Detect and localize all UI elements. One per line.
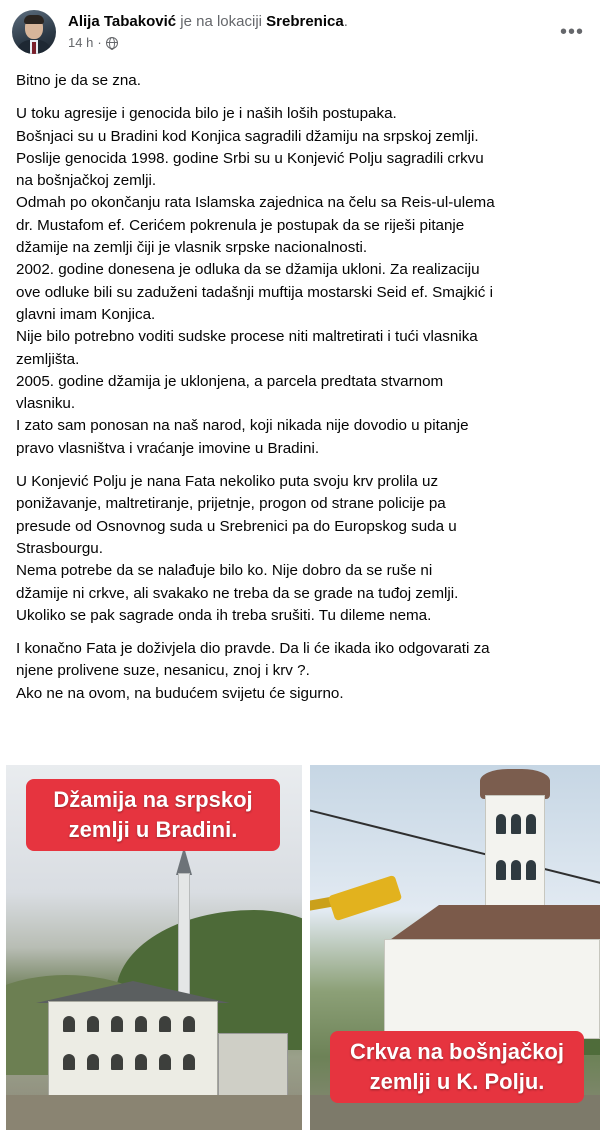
ground bbox=[6, 1095, 302, 1130]
caption-line: zemlji u Bradini. bbox=[68, 817, 238, 842]
post-photos bbox=[6, 765, 600, 1141]
text-line: Bitno je da se zna. bbox=[16, 72, 141, 89]
window bbox=[159, 1016, 171, 1032]
text-line: pravo vlasništva i vraćanje imovine u Bradini. bbox=[16, 439, 320, 457]
location-end: . bbox=[343, 13, 348, 30]
post-text bbox=[16, 70, 588, 716]
photo-caption-left bbox=[26, 779, 280, 851]
text-line: dr. Mustafom ef. Cerićem pokrenula je postupak da se riješi pitanje bbox=[16, 216, 465, 234]
church-roof bbox=[370, 905, 600, 941]
text-line: ove odluke bili su zaduženi tadašnji muftija mostarski Seid ef. Smajkić i bbox=[16, 283, 493, 301]
paragraph-4 bbox=[16, 638, 588, 705]
text-line: glavni imam Konjica. bbox=[16, 305, 156, 323]
text-line: Nije bilo potrebno voditi sudske procese niti maltretirati i tući vlasnika bbox=[16, 328, 478, 346]
caption-line: zemlji u K. Polju. bbox=[369, 1069, 545, 1094]
text-line: U toku agresije i genocida bilo je i naših loših postupaka. bbox=[16, 105, 397, 123]
globe-icon[interactable] bbox=[106, 37, 118, 49]
window bbox=[496, 814, 506, 834]
text-line: U Konjević Polju je nana Fata nekoliko puta svoju krv prolila uz bbox=[16, 473, 439, 491]
text-line: I zato sam ponosan na naš narod, koji nikada nije dovodio u pitanje bbox=[16, 417, 469, 435]
text-line: džamije na zemlji čiji je vlasnik srpske nacionalnosti. bbox=[16, 239, 368, 257]
location-phrase: je na lokaciji bbox=[176, 13, 267, 30]
avatar-hair bbox=[24, 15, 44, 24]
window bbox=[511, 860, 521, 880]
text-line: Ukoliko se pak sagrade onda ih treba srušiti. Tu dileme nema. bbox=[16, 606, 432, 624]
text-line: Strasbourgu. bbox=[16, 539, 103, 557]
post-heading bbox=[68, 12, 348, 32]
author-name-link[interactable]: Alija Tabaković bbox=[68, 13, 177, 30]
window bbox=[87, 1016, 99, 1032]
power-line bbox=[310, 807, 600, 886]
photo-church-konjevic-polje[interactable] bbox=[310, 765, 600, 1130]
window bbox=[159, 1054, 171, 1070]
mosque-building bbox=[48, 1001, 218, 1101]
photo-caption-right bbox=[330, 1031, 584, 1103]
text-line: presude od Osnovnog suda u Srebrenici pa do Europskog suda u bbox=[16, 517, 457, 535]
annex-building bbox=[218, 1033, 288, 1101]
meta-separator: · bbox=[97, 35, 102, 50]
text-line: zemljišta. bbox=[16, 350, 80, 368]
text-line: ponižavanje, maltretiranje, prijetnje, progon od strane policije pa bbox=[16, 495, 446, 513]
window bbox=[87, 1054, 99, 1070]
text-line: Bošnjaci su u Bradini kod Konjica sagradili džamiju na srpskoj zemlji. bbox=[16, 127, 479, 145]
caption-line: Džamija na srpskoj bbox=[53, 787, 253, 812]
paragraph-3 bbox=[16, 471, 588, 627]
church-building bbox=[384, 939, 600, 1039]
window bbox=[183, 1054, 195, 1070]
text-line: 2005. godine džamija je uklonjena, a parcela predtata stvarnom bbox=[16, 372, 444, 390]
caption-line: Crkva na bošnjačkoj bbox=[350, 1039, 564, 1064]
window bbox=[135, 1054, 147, 1070]
excavator-bucket bbox=[328, 875, 403, 921]
photo-mosque-bradina[interactable] bbox=[6, 765, 302, 1130]
window bbox=[63, 1054, 75, 1070]
window bbox=[496, 860, 506, 880]
text-line: njene prolivene suze, nesanicu, znoj i krv ?. bbox=[16, 662, 310, 680]
author-avatar[interactable] bbox=[12, 10, 56, 54]
window bbox=[63, 1016, 75, 1032]
paragraph-2 bbox=[16, 103, 588, 460]
window bbox=[111, 1016, 123, 1032]
text-line: vlasniku. bbox=[16, 395, 76, 413]
window bbox=[183, 1016, 195, 1032]
paragraph-1 bbox=[16, 70, 588, 92]
mosque-roof bbox=[36, 981, 230, 1003]
text-line: Odmah po okončanju rata Islamska zajednica na čelu sa Reis-ul-ulema bbox=[16, 194, 495, 212]
text-line: I konačno Fata je doživjela dio pravde. Da li će ikada iko odgovarati za bbox=[16, 640, 490, 658]
window bbox=[135, 1016, 147, 1032]
text-line: na bošnjačkoj zemlji. bbox=[16, 172, 157, 190]
post-time-link[interactable]: 14 h bbox=[68, 35, 94, 50]
location-link[interactable]: Srebrenica bbox=[266, 13, 344, 30]
text-line: 2002. godine donesena je odluka da se džamija ukloni. Za realizaciju bbox=[16, 261, 480, 279]
text-line: Nema potrebe da se nalađuje bilo ko. Nije dobro da se ruše ni bbox=[16, 562, 433, 580]
text-line: džamije ni crkve, ali svakako ne treba da se grade na tuđoj zemlji. bbox=[16, 584, 459, 602]
window bbox=[511, 814, 521, 834]
avatar-tie bbox=[32, 42, 36, 54]
minaret-spire bbox=[176, 847, 192, 875]
window bbox=[526, 860, 536, 880]
window bbox=[526, 814, 536, 834]
post-meta bbox=[68, 34, 118, 52]
post-header bbox=[12, 6, 588, 62]
text-line: Ako ne na ovom, na budućem svijetu će sigurno. bbox=[16, 684, 344, 702]
text-line: Poslije genocida 1998. godine Srbi su u Konjević Polju sagradili crkvu bbox=[16, 149, 484, 167]
more-horizontal-icon[interactable]: ••• bbox=[559, 21, 584, 43]
window bbox=[111, 1054, 123, 1070]
